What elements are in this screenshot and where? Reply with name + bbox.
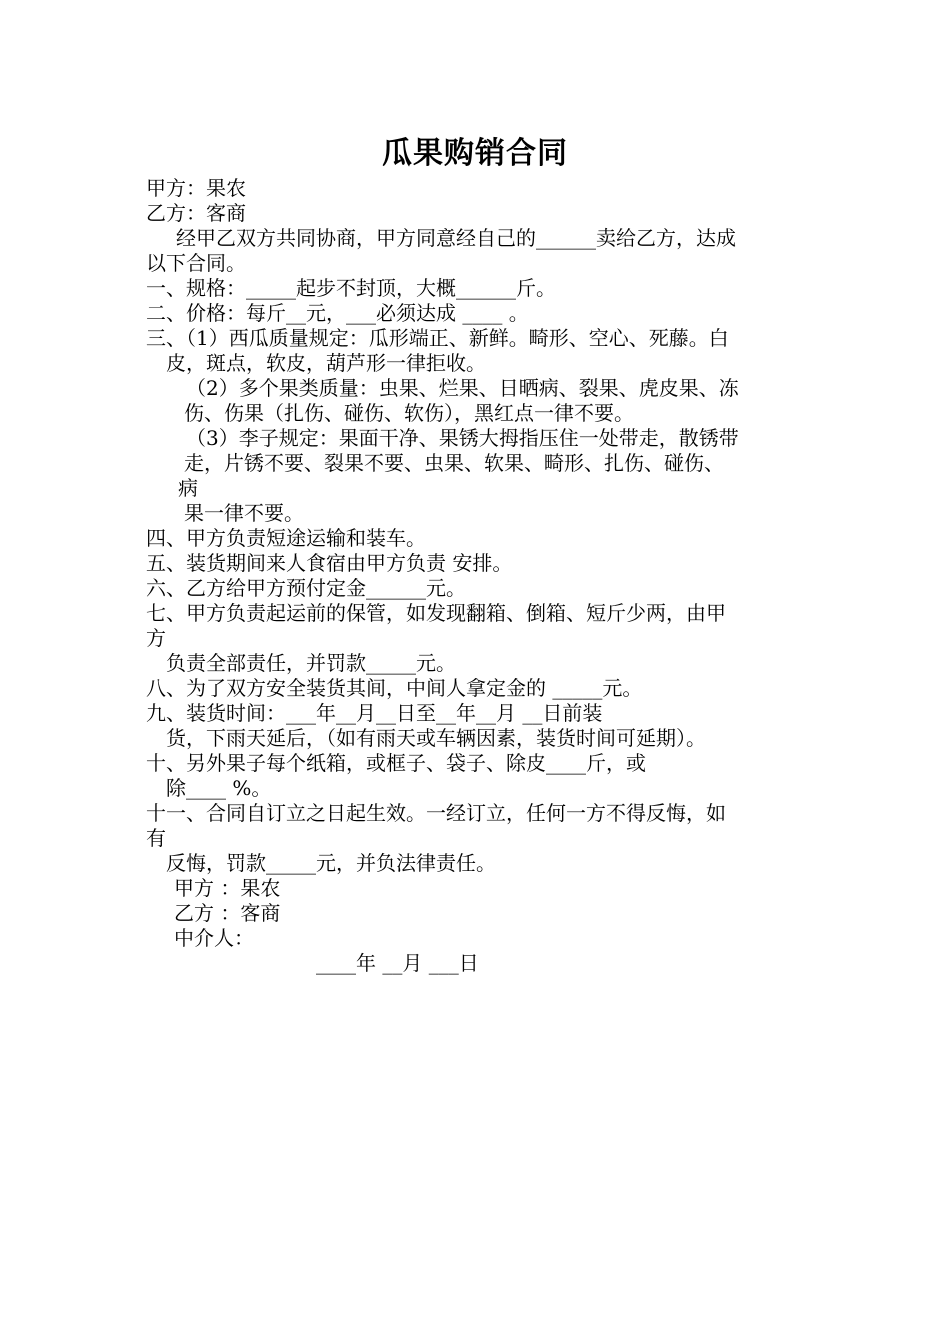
intro-paragraph-line-2: 以下合同。 [146,251,246,275]
clause-11-effect-line-1: 十一、合同自订立之日起生效。一经订立，任何一方不得反悔，如 [146,801,726,825]
signature-party-b: 乙方 ：客商 [174,901,281,925]
clause-7-storage-line-2: 方 [146,626,166,650]
clause-8-middleman: 八、为了双方安全装货其间，中间人拿定金的 _____元。 [146,676,643,700]
party-a-line: 甲方：果农 [146,176,246,200]
party-b-line: 乙方：客商 [146,201,246,225]
clause-7-storage-line-3: 负责全部责任，并罚款_____元。 [166,651,456,675]
clause-9-time-line-1: 九、装货时间：___年__月__日至__年__月 __日前装 [146,701,603,725]
clause-7-storage-line-1: 七、甲方负责起运前的保管，如发现翻箱、倒箱、短斤少两，由甲 [146,601,726,625]
clause-11-effect-line-2: 有 [146,826,166,850]
clause-3-plum-line-4: 果一律不要。 [184,501,304,525]
clause-3-watermelon-line-2: 皮，斑点，软皮，葫芦形一律拒收。 [166,351,486,375]
clause-10-tare-line-1: 十、另外果子每个纸箱，或框子、袋子、除皮____斤，或 [146,751,646,775]
clause-3-fruit-line-2: 伤、伤果（扎伤、碰伤、软伤），黑红点一律不要。 [184,401,634,425]
clause-9-time-line-2: 货，下雨天延后，（如有雨天或车辆因素，装货时间可延期）。 [166,726,706,750]
clause-2-price: 二、价格：每斤__元，___必须达成 ____ 。 [146,301,529,325]
clause-10-tare-line-2: 除____ %。 [166,776,272,800]
clause-1-spec: 一、规格：_____起步不封顶，大概______斤。 [146,276,556,300]
clause-3-fruit-line-1: （2）多个果类质量：虫果、烂果、日晒病、裂果、虎皮果、冻 [186,376,739,400]
clause-3-watermelon-line-1: 三、（1）西瓜质量规定：瓜形端正、新鲜。畸形、空心、死藤。白 [146,326,729,350]
clause-5-lodging: 五、装货期间来人食宿由甲方负责 安排。 [146,551,513,575]
signature-party-a: 甲方 ：果农 [174,876,281,900]
clause-11-effect-line-3: 反悔，罚款_____元，并负法律责任。 [166,851,496,875]
intro-paragraph-line-1: 经甲乙双方共同协商，甲方同意经自己的______卖给乙方，达成 [176,226,736,250]
clause-6-deposit: 六、乙方给甲方预付定金______元。 [146,576,466,600]
clause-3-plum-line-3: 病 [178,476,198,500]
clause-4-transport: 四、甲方负责短途运输和装车。 [146,526,426,550]
contract-title: 瓜果购销合同 [382,136,568,171]
clause-3-plum-line-2: 走，片锈不要、裂果不要、虫果、软果、畸形、扎伤、碰伤、 [184,451,724,475]
signature-date: ____年 __月 ___日 [316,951,479,975]
clause-3-plum-line-1: （3）李子规定：果面干净、果锈大拇指压住一处带走，散锈带 [186,426,739,450]
signature-middleman: 中介人： [174,926,254,950]
